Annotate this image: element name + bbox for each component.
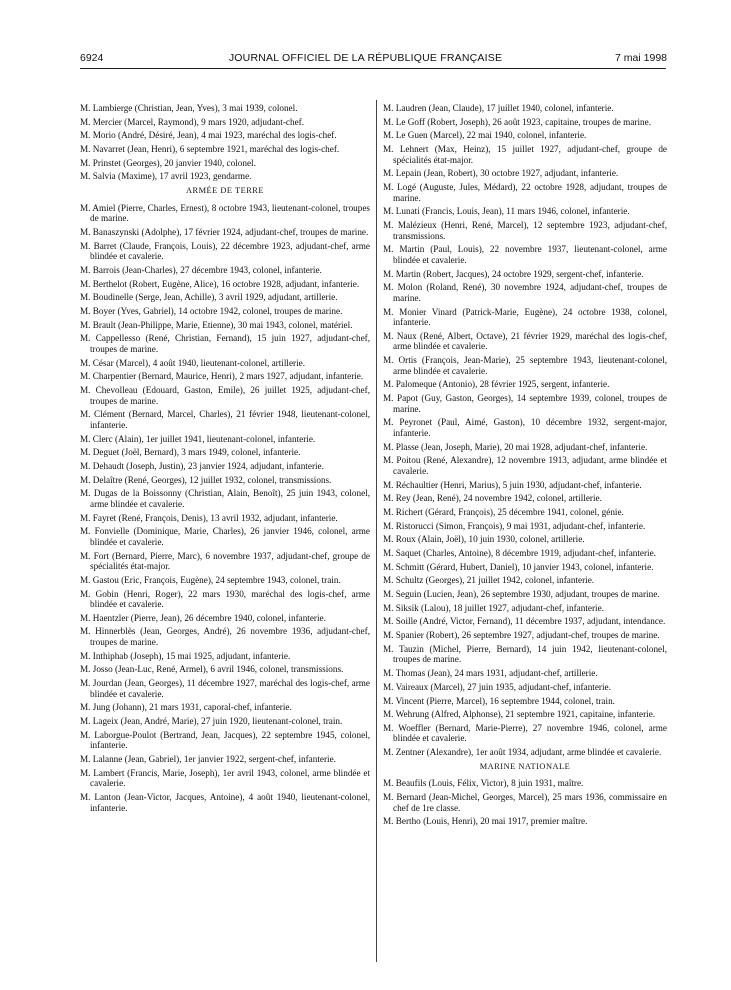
entry: M. Lalanne (Jean, Gabriel), 1er janvier 1922, sergent-chef, infanterie. — [80, 754, 336, 765]
entry: M. Martin (Robert, Jacques), 24 octobre 1929, sergent-chef, infanterie. — [383, 268, 644, 279]
entry: M. Naux (René, Albert, Octave), 21 février 1929, maréchal des logis-chef, arme blindée et cavalerie. — [383, 330, 667, 352]
entry: M. Siksik (Lalou), 18 juillet 1927, adjudant-chef, infanterie. — [383, 602, 604, 613]
page-header — [0, 52, 731, 68]
entry: M. Spanier (Robert), 26 septembre 1927, adjudant-chef, troupes de marine. — [383, 630, 660, 641]
section-heading-armee-de-terre: ARMÉE DE TERRE — [185, 186, 265, 196]
entry: M. Navarret (Jean, Henri), 6 septembre 1921, maréchal des logis-chef. — [80, 144, 340, 155]
entry: M. Banaszynski (Adolphe), 17 février 1924, adjudant-chef, troupes de marine. — [80, 226, 369, 237]
entry: M. Schultz (Georges), 21 juillet 1942, colonel, infanterie. — [383, 575, 595, 586]
entry: M. Schmitt (Gérard, Hubert, Daniel), 10 janvier 1943, colonel, infanterie. — [383, 561, 654, 572]
entry: M. Gastou (Eric, François, Eugène), 24 septembre 1943, colonel, train. — [80, 574, 341, 585]
entry: M. Zentner (Alexandre), 1er août 1934, adjudant, arme blindée et cavalerie. — [383, 747, 662, 758]
entry: M. Jourdan (Jean, Georges), 11 décembre 1927, maréchal des logis-chef, arme blindée et cavalerie. — [80, 678, 370, 699]
entry: M. Beaufils (Louis, Félix, Victor), 8 juin 1931, maître. — [383, 778, 584, 789]
entry: M. Tauzin (Michel, Pierre, Bernard), 14 juin 1942, lieutenant-colonel, troupes de marine. — [383, 643, 667, 665]
entry: M. Brault (Jean-Philippe, Marie, Etienne), 30 mai 1943, colonel, matériel. — [80, 319, 353, 330]
entry: M. Laborgue-Poulot (Bertrand, Jean, Jacques), 22 septembre 1945, colonel, infanterie. — [80, 729, 370, 751]
entry: M. Le Goff (Robert, Joseph), 26 août 1923, capitaine, troupes de marine. — [383, 116, 651, 127]
entry: M. Rey (Jean, René), 24 novembre 1942, colonel, artillerie. — [383, 493, 602, 504]
entry: M. Soille (André, Victor, Fernand), 11 décembre 1937, adjudant, intendance. — [383, 616, 666, 627]
entry: M. Bertho (Louis, Henri), 20 mai 1917, premier maître. — [383, 816, 588, 827]
entry: M. Barrois (Jean-Charles), 27 décembre 1943, colonel, infanterie. — [80, 264, 322, 275]
left-column — [80, 103, 370, 816]
entry: M. Molon (Roland, René), 30 novembre 1924, adjudant-chef, troupes de marine. — [383, 282, 667, 303]
entry: M. Lanton (Jean-Victor, Jacques, Antoine), 4 août 1940, lieutenant-colonel, infanterie. — [80, 792, 370, 813]
entry: M. Logé (Auguste, Jules, Médard), 22 octobre 1928, adjudant, troupes de marine. — [383, 182, 667, 203]
entry: M. Papot (Guy, Gaston, Georges), 14 septembre 1939, colonel, troupes de marine. — [383, 393, 667, 414]
entry: M. Morio (André, Désiré, Jean), 4 mai 1923, maréchal des logis-chef. — [80, 130, 337, 141]
entry: M. Poitou (René, Alexandre), 12 novembre 1913, adjudant, arme blindée et cavalerie. — [383, 455, 667, 476]
entry: M. Charpentier (Bernard, Maurice, Henri), 2 mars 1927, adjudant, infanterie. — [80, 371, 364, 382]
entry: M. César (Marcel), 4 août 1940, lieutenant-colonel, artillerie. — [80, 357, 306, 368]
entry: M. Ortis (François, Jean-Marie), 25 septembre 1943, lieutenant-colonel, arme blindée et cavalerie. — [383, 355, 667, 376]
entry: M. Berthelot (Robert, Eugène, Alice), 16 octobre 1928, adjudant, infanterie. — [80, 278, 360, 289]
entry: M. Jung (Johann), 21 mars 1931, caporal-chef, infanterie. — [80, 702, 292, 713]
column-divider — [376, 100, 377, 962]
entry: M. Malézieux (Henri, René, Marcel), 12 septembre 1923, adjudant-chef, transmissions. — [383, 220, 667, 241]
entry: M. Réchaultier (Henri, Marius), 5 juin 1930, adjudant-chef, infanterie. — [383, 479, 642, 490]
journal-title: JOURNAL OFFICIEL DE LA RÉPUBLIQUE FRANÇAISE — [228, 52, 503, 64]
entry: M. Peyronet (Paul, Aimé, Gaston), 10 décembre 1932, sergent-major, infanterie. — [383, 417, 667, 438]
entry: M. Wehrung (Alfred, Alphonse), 21 septembre 1921, capitaine, infanterie. — [383, 709, 656, 720]
entry: M. Mercier (Marcel, Raymond), 9 mars 1920, adjudant-chef. — [80, 116, 304, 127]
entry: M. Gobin (Henri, Roger), 22 mars 1930, maréchal des logis-chef, arme blindée et cavalerie. — [80, 588, 370, 610]
entry: M. Clerc (Alain), 1er juillet 1941, lieutenant-colonel, infanterie. — [80, 433, 316, 444]
page-number: 6924 — [80, 52, 104, 64]
entry: M. Woeffler (Bernard, Marie-Pierre), 27 novembre 1946, colonel, arme blindée et cavalerie. — [383, 722, 667, 744]
entry: M. Lehnert (Max, Heinz), 15 juillet 1927, adjudant-chef, groupe de spécialités état-major. — [383, 144, 667, 165]
entry: M. Martin (Paul, Louis), 22 novembre 1937, lieutenant-colonel, arme blindée et cavalerie. — [383, 244, 667, 265]
entry: M. Inthiphab (Joseph), 15 mai 1925, adjudant, infanterie. — [80, 650, 291, 661]
entry: M. Dehaudt (Joseph, Justin), 23 janvier 1924, adjudant, infanterie. — [80, 460, 324, 471]
entry: M. Deguet (Joël, Bernard), 3 mars 1949, colonel, infanterie. — [80, 447, 301, 458]
entry: M. Vaireaux (Marcel), 27 juin 1935, adjudant-chef, infanterie. — [383, 681, 611, 692]
entry: M. Boyer (Yves, Gabriel), 14 octobre 1942, colonel, troupes de marine. — [80, 305, 343, 316]
entry: M. Delaître (René, Georges), 12 juillet 1932, colonel, transmissions. — [80, 474, 332, 485]
entry: M. Plasse (Jean, Joseph, Marie), 20 mai 1928, adjudant-chef, infanterie. — [383, 441, 648, 452]
entry: M. Fort (Bernard, Pierre, Marc), 6 novembre 1937, adjudant-chef, groupe de spécialités état-major. — [80, 550, 370, 572]
entry: M. Richert (Gérard, François), 25 décembre 1941, colonel, génie. — [383, 506, 624, 517]
entry: M. Roux (Alain, Joël), 10 juin 1930, colonel, artillerie. — [383, 534, 585, 545]
entry: M. Clément (Bernard, Marcel, Charles), 21 février 1948, lieutenant-colonel, infanterie. — [80, 409, 370, 430]
entry: M. Thomas (Jean), 24 mars 1931, adjudant-chef, artillerie. — [383, 668, 598, 679]
entry: M. Monier Vinard (Patrick-Marie, Eugène), 24 octobre 1938, colonel, infanterie. — [383, 306, 667, 328]
entry: M. Cappellesso (René, Christian, Fernand), 15 juin 1927, adjudant-chef, troupes de marine. — [80, 333, 370, 354]
right-entries — [383, 103, 667, 758]
entry: M. Ristorucci (Simon, François), 9 mai 1931, adjudant-chef, infanterie. — [383, 520, 646, 531]
entry: M. Chevolleau (Edouard, Gaston, Emile), 26 juillet 1925, adjudant-chef, troupes de marine. — [80, 384, 370, 406]
entry: M. Josso (Jean-Luc, René, Armel), 6 avril 1946, colonel, transmissions. — [80, 664, 344, 675]
entry: M. Lageix (Jean, André, Marie), 27 juin 1920, lieutenant-colonel, train. — [80, 716, 343, 727]
entry: M. Saquet (Charles, Antoine), 8 décembre 1919, adjudant-chef, infanterie. — [383, 548, 656, 559]
entry: M. Amiel (Pierre, Charles, Ernest), 8 octobre 1943, lieutenant-colonel, troupes de marine. — [80, 202, 370, 224]
entry: M. Palomeque (Antonio), 28 février 1925, sergent, infanterie. — [383, 379, 610, 390]
entry: M. Lepain (Jean, Robert), 30 octobre 1927, adjudant, infanterie. — [383, 168, 619, 179]
entry: M. Lambierge (Christian, Jean, Yves), 3 mai 1939, colonel. — [80, 103, 298, 113]
issue-date: 7 mai 1998 — [615, 52, 667, 64]
left-entries-top — [80, 103, 370, 182]
entry: M. Prinstet (Georges), 20 janvier 1940, colonel. — [80, 157, 256, 168]
entry: M. Le Guen (Marcel), 22 mai 1940, colonel, infanterie. — [383, 130, 587, 141]
section-heading-marine-nationale: MARINE NATIONALE — [479, 761, 571, 771]
entry: M. Lambert (Francis, Marie, Joseph), 1er avril 1943, colonel, arme blindée et cavalerie. — [80, 767, 370, 789]
entry: M. Vincent (Pierre, Marcel), 16 septembre 1944, colonel, train. — [383, 695, 615, 706]
entry: M. Bernard (Jean-Michel, Georges, Marcel), 25 mars 1936, commissaire en chef de 1re classe. — [383, 792, 667, 813]
entry: M. Laudren (Jean, Claude), 17 juillet 1940, colonel, infanterie. — [383, 103, 614, 113]
right-column — [383, 103, 667, 830]
entry: M. Hinnerblès (Jean, Georges, André), 26 novembre 1936, adjudant-chef, troupes de marine. — [80, 626, 370, 648]
entry: M. Fayret (René, François, Denis), 13 avril 1932, adjudant, infanterie. — [80, 512, 338, 523]
left-entries — [80, 203, 370, 814]
right-entries-bottom — [383, 778, 667, 827]
entry: M. Dugas de la Boissonny (Christian, Alain, Benoît), 25 juin 1943, colonel, arme blindée et cavalerie. — [80, 488, 370, 509]
entry: M. Haentzler (Pierre, Jean), 26 décembre 1940, colonel, infanterie. — [80, 612, 326, 623]
header-rule — [80, 68, 666, 69]
entry: M. Fonvielle (Dominique, Marie, Charles), 26 janvier 1946, colonel, arme blindée et cavalerie. — [80, 526, 370, 547]
entry: M. Salvia (Maxime), 17 avril 1923, gendarme. — [80, 171, 252, 182]
entry: M. Boudinelle (Serge, Jean, Achille), 3 avril 1929, adjudant, artillerie. — [80, 292, 338, 303]
entry: M. Barret (Claude, François, Louis), 22 décembre 1923, adjudant-chef, arme blindée et cavalerie. — [80, 240, 370, 262]
entry: M. Lunati (Francis, Louis, Jean), 11 mars 1946, colonel, infanterie. — [383, 206, 630, 217]
entry: M. Seguin (Lucien, Jean), 26 septembre 1930, adjudant, troupes de marine. — [383, 589, 660, 600]
